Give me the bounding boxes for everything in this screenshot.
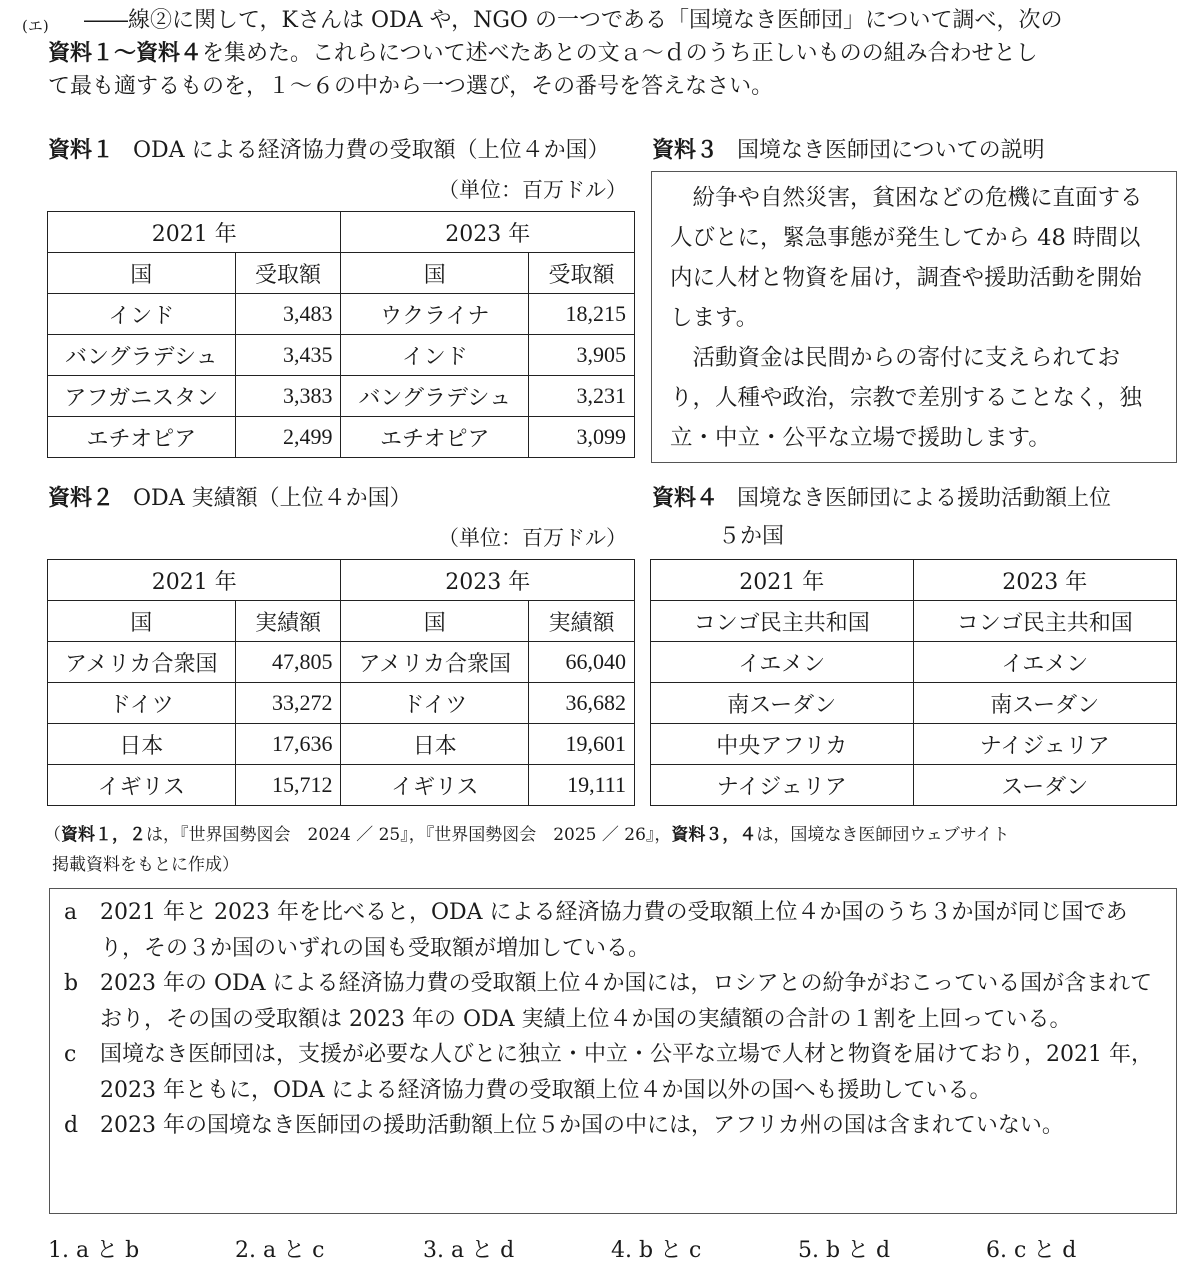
m1-cell: インド [48, 294, 236, 335]
m4-cell: コンゴ民主共和国 [913, 601, 1177, 642]
source-bold-ref-1: 資料１，２ [61, 825, 146, 845]
material2-title: ODA 実績額（上位４か国） [133, 486, 412, 511]
material2-unit: （単位：百万ドル） [438, 526, 627, 550]
choice-1[interactable]: 1. a と b [48, 1238, 140, 1263]
statement-text: 国境なき医師団は，支援が必要な人びとに独立・中立・公平な立場で人材と物資を届けており，2021 年，2023 年ともに，ODA による経済協力費の受取額上位４か国以外の国へも援助している。 [100, 1042, 1153, 1103]
material1-table [47, 211, 635, 458]
m2-cell: 33,272 [235, 683, 341, 724]
table-row [651, 642, 1177, 683]
m1-cell: 3,099 [529, 417, 635, 458]
m1-cell: 3,231 [529, 376, 635, 417]
material2-heading [48, 481, 412, 512]
m2-cell: 19,111 [529, 765, 635, 806]
statement-b [64, 966, 1162, 1037]
table-row [651, 683, 1177, 724]
material3-box [651, 171, 1177, 463]
intro-line-2 [48, 37, 1183, 70]
m1-cell: アフガニスタン [48, 376, 236, 417]
source-text-1: は，『世界国勢図会 2024 ／ 25』，『世界国勢図会 2025 ／ 26』， [146, 825, 672, 845]
question-marker: (エ) [22, 17, 49, 35]
m1-cell: インド [341, 335, 529, 376]
source-note [44, 820, 1184, 880]
m2-col-header: 国 [48, 601, 236, 642]
material4-label: 資料４ [652, 486, 719, 511]
m1-col-header: 国 [341, 253, 529, 294]
m4-cell: コンゴ民主共和国 [651, 601, 914, 642]
material4-title-line-1: 国境なき医師団による援助活動額上位 [737, 486, 1112, 511]
m2-cell: イギリス [341, 765, 529, 806]
m1-cell: 3,383 [235, 376, 341, 417]
table-row [48, 294, 635, 335]
m2-cell: 66,040 [529, 642, 635, 683]
material3-title: 国境なき医師団についての説明 [737, 138, 1045, 163]
m2-col-header: 実績額 [529, 601, 635, 642]
source-line-2: 掲載資料をもとに作成） [52, 855, 239, 875]
m2-cell: 日本 [48, 724, 236, 765]
m4-cell: 南スーダン [651, 683, 914, 724]
statement-label: a [64, 900, 78, 925]
material3-heading [652, 133, 1045, 164]
statement-text: 2023 年の国境なき医師団の援助活動額上位５か国の中には，アフリカ州の国は含まれていない。 [100, 1113, 1064, 1138]
m2-col-header: 国 [341, 601, 529, 642]
table-row [48, 642, 635, 683]
m2-cell: 17,636 [235, 724, 341, 765]
m2-cell: 47,805 [235, 642, 341, 683]
m1-col-header: 受取額 [529, 253, 635, 294]
m2-col-header: 実績額 [235, 601, 341, 642]
source-line-1 [44, 820, 1184, 850]
m4-cell: ナイジェリア [651, 765, 914, 806]
statement-label: b [64, 971, 79, 996]
material3-paragraph-2: 活動資金は民間からの寄付に支えられており，人種や政治，宗教で差別することなく，独立・中立・公平な立場で援助します。 [670, 345, 1143, 451]
m4-cell: イエメン [651, 642, 914, 683]
statement-text: 2021 年と 2023 年を比べると，ODA による経済協力費の受取額上位４か国のうち３か国が同じ国であり，その３か国のいずれの国も受取額が増加している。 [100, 900, 1128, 961]
m1-cell: ウクライナ [341, 294, 529, 335]
material1-heading [48, 133, 610, 164]
m2-cell: ドイツ [341, 683, 529, 724]
m2-cell: イギリス [48, 765, 236, 806]
table-row [651, 724, 1177, 765]
material2-table [47, 559, 635, 806]
intro-line-1: ――線②に関して，Kさんは ODA や，NGO の一つである「国境なき医師団」について調べ，次の [84, 8, 1063, 33]
source-bold-ref-2: 資料３，４ [671, 825, 757, 845]
material3-label: 資料３ [652, 138, 719, 163]
m2-cell: 19,601 [529, 724, 635, 765]
m4-cell: イエメン [913, 642, 1177, 683]
m2-year-2023: 2023 年 [341, 560, 635, 601]
m2-cell: ドイツ [48, 683, 236, 724]
statement-d [64, 1108, 1162, 1144]
m1-col-header: 受取額 [235, 253, 341, 294]
m2-cell: 36,682 [529, 683, 635, 724]
table-row [48, 765, 635, 806]
m1-cell: エチオピア [48, 417, 236, 458]
m4-cell: ナイジェリア [913, 724, 1177, 765]
table-row [651, 765, 1177, 806]
table-row [48, 376, 635, 417]
m1-cell: バングラデシュ [48, 335, 236, 376]
statement-text: 2023 年の ODA による経済協力費の受取額上位４か国には，ロシアとの紛争がおこっている国が含まれており，その国の受取額は 2023 年の ODA 実績上位４か国の実績額の合計の１割を上回っている。 [100, 971, 1153, 1032]
table-row [48, 683, 635, 724]
m4-year-2023: 2023 年 [913, 560, 1177, 601]
choice-5[interactable]: 5. b と d [798, 1238, 891, 1263]
m4-cell: スーダン [913, 765, 1177, 806]
choice-2[interactable]: 2. a と c [235, 1238, 325, 1263]
m1-col-header: 国 [48, 253, 236, 294]
source-text-2: は，国境なき医師団ウェブサイト [756, 825, 1010, 845]
material4-heading [652, 481, 1111, 512]
statement-label: c [64, 1042, 77, 1067]
material1-label: 資料１ [48, 138, 115, 163]
intro-line-3: て最も適するものを，１～６の中から一つ選び，その番号を答えなさい。 [48, 74, 774, 99]
table-row [48, 335, 635, 376]
table-row [651, 601, 1177, 642]
choice-3[interactable]: 3. a と d [423, 1238, 515, 1263]
statements-box [49, 888, 1177, 1214]
m1-cell: 3,905 [529, 335, 635, 376]
m1-cell: 2,499 [235, 417, 341, 458]
m1-cell: エチオピア [341, 417, 529, 458]
m2-cell: 日本 [341, 724, 529, 765]
m1-cell: 3,435 [235, 335, 341, 376]
material3-paragraph-1: 紛争や自然災害，貧困などの危機に直面する人びとに，緊急事態が発生してから 48 時間以内に人材と物資を届け，調査や援助活動を開始します。 [670, 185, 1143, 331]
m1-cell: バングラデシュ [341, 376, 529, 417]
m1-year-2023: 2023 年 [341, 212, 635, 253]
m4-year-2021: 2021 年 [651, 560, 914, 601]
material1-title: ODA による経済協力費の受取額（上位４か国） [133, 138, 610, 163]
material1-unit: （単位：百万ドル） [438, 178, 627, 202]
intro-line-2-text: を集めた。これらについて述べたあとの文ａ～ｄのうち正しいものの組み合わせとし [202, 41, 1038, 66]
m1-year-2021: 2021 年 [48, 212, 341, 253]
material4-title-line-2: ５か国 [718, 524, 785, 549]
table-row [48, 724, 635, 765]
table-row [48, 417, 635, 458]
m4-cell: 南スーダン [913, 683, 1177, 724]
statement-c [64, 1037, 1162, 1108]
m2-cell: アメリカ合衆国 [48, 642, 236, 683]
statement-label: d [64, 1113, 79, 1138]
question-intro [48, 4, 1183, 103]
m2-cell: アメリカ合衆国 [341, 642, 529, 683]
choice-6[interactable]: 6. c と d [986, 1238, 1077, 1263]
choice-4[interactable]: 4. b と c [611, 1238, 702, 1263]
material2-label: 資料２ [48, 486, 115, 511]
m2-cell: 15,712 [235, 765, 341, 806]
source-open-paren: （ [44, 825, 61, 845]
m1-cell: 3,483 [235, 294, 341, 335]
statement-a [64, 895, 1162, 966]
material4-table [650, 559, 1177, 806]
intro-materials-ref: 資料１～資料４ [48, 41, 203, 66]
m1-cell: 18,215 [529, 294, 635, 335]
m2-year-2021: 2021 年 [48, 560, 341, 601]
m4-cell: 中央アフリカ [651, 724, 914, 765]
